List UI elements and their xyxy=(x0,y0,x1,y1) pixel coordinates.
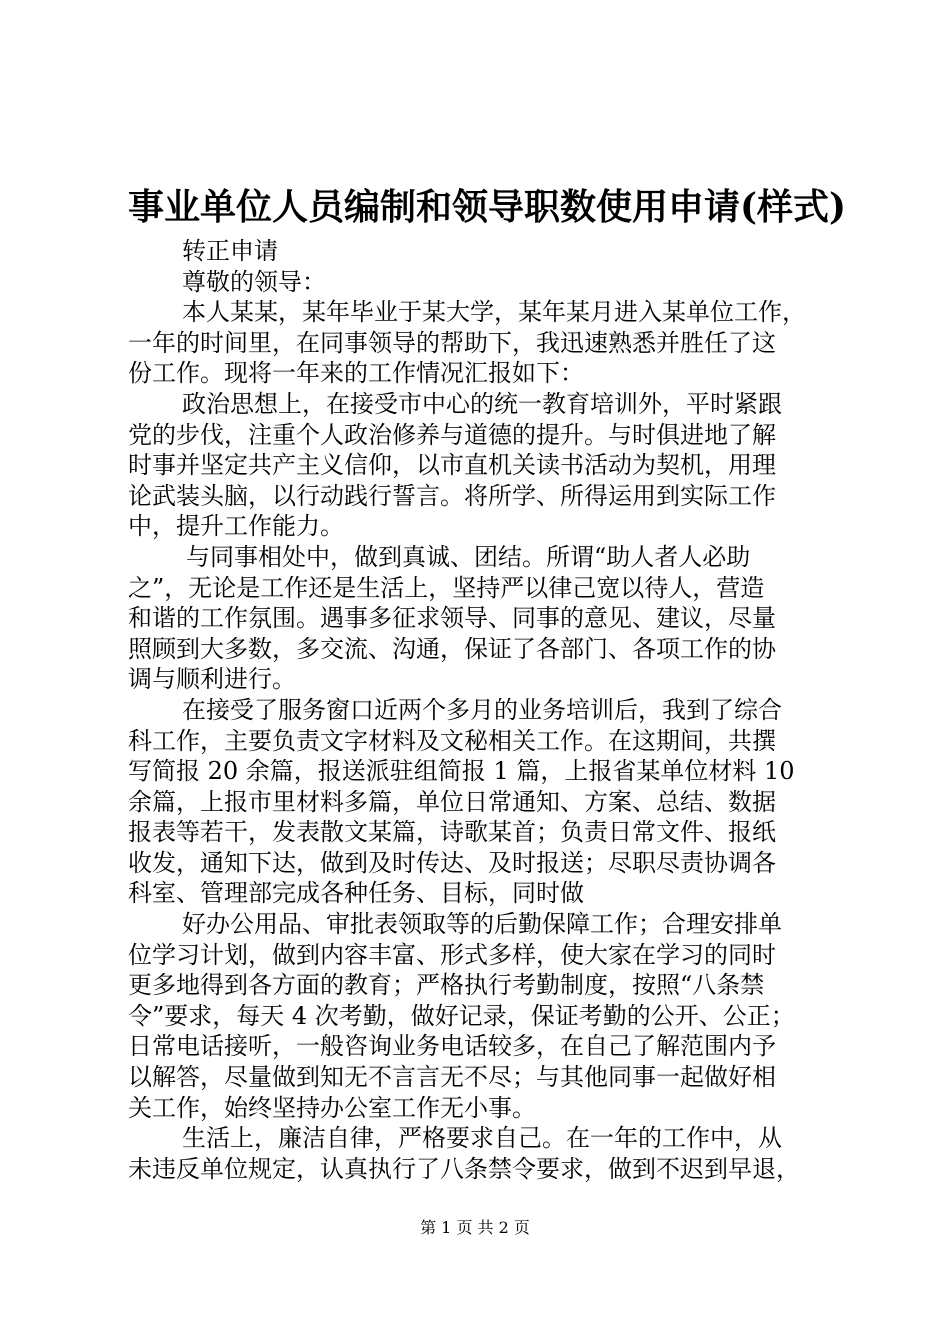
text-line: 份工作。现将一年来的工作情况汇报如下： xyxy=(128,359,584,388)
text-line: 与同事相处中，做到真诚、团结。所谓“助人者人必助 xyxy=(186,542,751,571)
text-line: 在接受了服务窗口近两个多月的业务培训后，我到了综合 xyxy=(182,695,782,724)
text-line: 照顾到大多数，多交流、沟通，保证了各部门、各项工作的协 xyxy=(128,634,776,663)
text-line: 更多地得到各方面的教育；严格执行考勤制度，按照“八条禁 xyxy=(128,971,765,1000)
text-line: 以解答，尽量做到知无不言言无不尽；与其他同事一起做好相 xyxy=(128,1063,776,1092)
document-title: 事业单位人员编制和领导职数使用申请(样式) xyxy=(128,186,847,228)
text-line: 写简报 20 余篇，报送派驻组简报 1 篇，上报省某单位材料 10 xyxy=(128,757,795,786)
text-line: 日常电话接听，一般咨询业务电话较多，在自己了解范围内予 xyxy=(128,1032,776,1061)
text-line: 时事并坚定共产主义信仰，以市直机关读书活动为契机，用理 xyxy=(128,451,776,480)
text-line: 政治思想上，在接受市中心的统一教育培训外，平时紧跟 xyxy=(182,389,782,418)
text-line: 科工作，主要负责文字材料及文秘相关工作。在这期间，共撰 xyxy=(128,726,776,755)
text-line: 余篇，上报市里材料多篇，单位日常通知、方案、总结、数据 xyxy=(128,787,776,816)
page-number-footer: 第 1 页 共 2 页 xyxy=(420,1218,530,1237)
text-line: 转正申请 xyxy=(182,237,278,265)
text-line: 生活上，廉洁自律，严格要求自己。在一年的工作中，从 xyxy=(182,1124,782,1153)
text-line: 收发，通知下达，做到及时传达、及时报送；尽职尽责协调各 xyxy=(128,848,776,877)
text-line: 位学习计划，做到内容丰富、形式多样，使大家在学习的同时 xyxy=(128,940,776,969)
text-line: 一年的时间里，在同事领导的帮助下，我迅速熟悉并胜任了这 xyxy=(128,328,776,357)
text-line: 令”要求，每天 4 次考勤，做好记录，保证考勤的公开、公正； xyxy=(128,1001,795,1030)
text-line: 关工作，始终坚持办公室工作无小事。 xyxy=(128,1093,536,1122)
text-line: 尊敬的领导： xyxy=(182,267,326,296)
text-line: 未违反单位规定，认真执行了八条禁令要求，做到不迟到早退， xyxy=(128,1154,800,1183)
document-body xyxy=(128,236,840,1184)
text-line: 调与顺利进行。 xyxy=(128,665,296,694)
text-line: 党的步伐，注重个人政治修养与道德的提升。与时俱进地了解 xyxy=(128,420,776,449)
text-line: 科室、管理部完成各种任务、目标，同时做 xyxy=(128,879,584,908)
text-line: 本人某某，某年毕业于某大学，某年某月进入某单位工作， xyxy=(182,298,806,327)
text-line: 和谐的工作氛围。遇事多征求领导、同事的意见、建议，尽量 xyxy=(128,604,776,633)
text-line: 报表等若干，发表散文某篇，诗歌某首；负责日常文件、报纸 xyxy=(128,818,776,847)
text-line: 论武装头脑，以行动践行誓言。将所学、所得运用到实际工作 xyxy=(128,481,776,510)
text-line: 好办公用品、审批表领取等的后勤保障工作；合理安排单 xyxy=(182,910,782,939)
text-line: 之”，无论是工作还是生活上，坚持严以律己宽以待人，营造 xyxy=(128,573,765,602)
text-line: 中，提升工作能力。 xyxy=(128,512,344,541)
